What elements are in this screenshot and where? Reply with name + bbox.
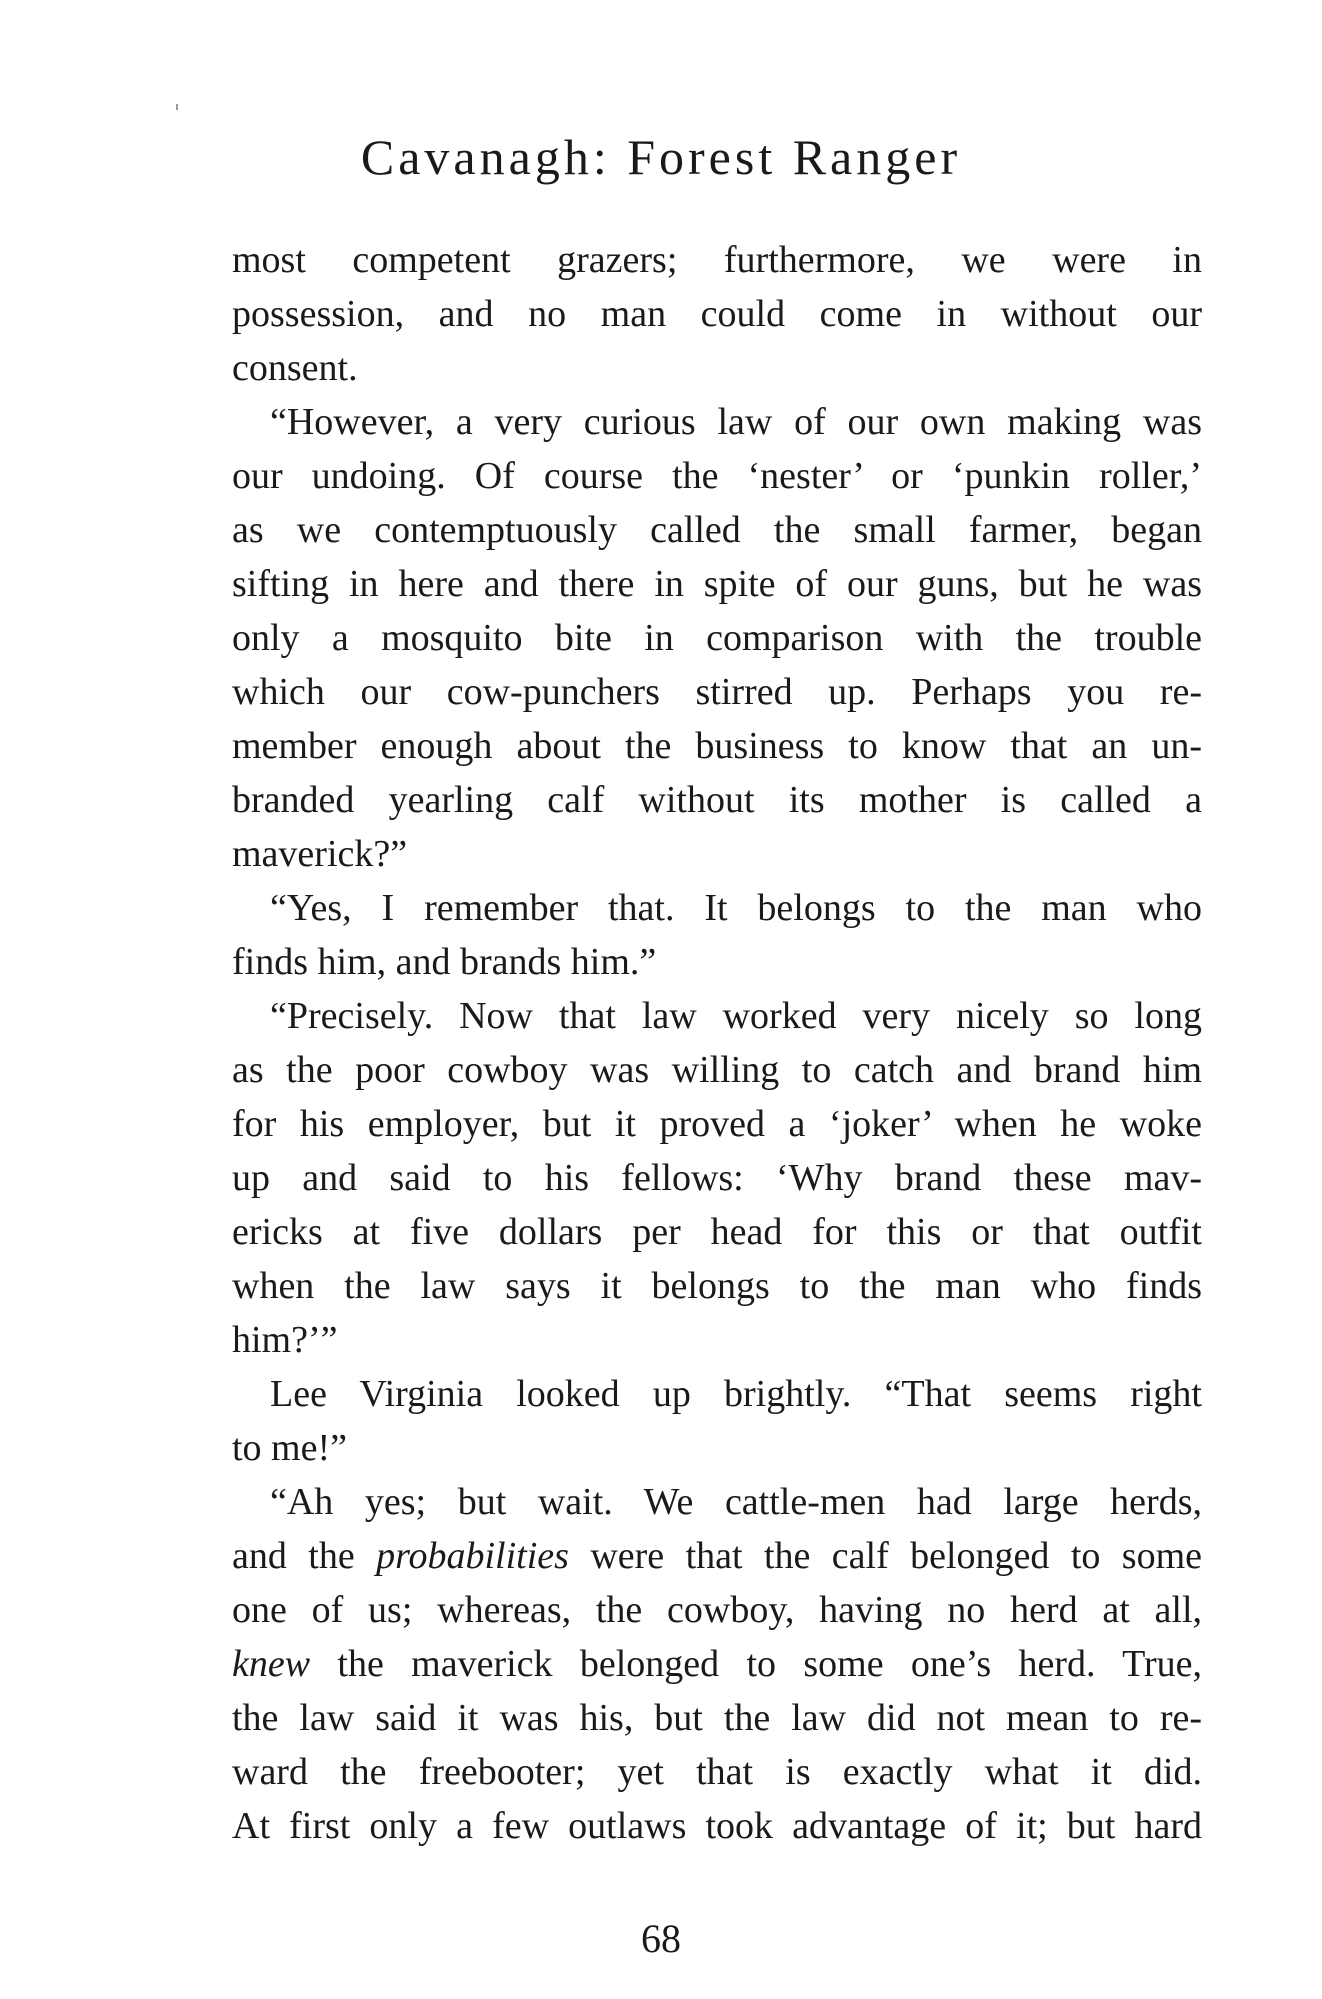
text-line: member enough about the business to know that an un- <box>232 725 1202 767</box>
text-line: “Precisely. Now that law worked very nicely so long <box>270 995 1202 1037</box>
text-line: sifting in here and there in spite of our guns, but he was <box>232 563 1202 605</box>
text-line <box>232 1637 1202 1691</box>
text-line: consent. <box>232 347 358 389</box>
text-line: possession, and no man could come in without our <box>232 293 1202 335</box>
text-segment: the maverick belonged to some one’s herd. True, <box>310 1643 1202 1685</box>
text-line: for his employer, but it proved a ‘joker’ when he woke <box>232 1103 1202 1145</box>
text-line <box>232 1529 1202 1583</box>
text-line: “Yes, I remember that. It belongs to the man who <box>270 887 1202 929</box>
text-line: when the law says it belongs to the man who finds <box>232 1265 1202 1307</box>
text-line: branded yearling calf without its mother is called a <box>232 779 1202 821</box>
text-line: one of us; whereas, the cowboy, having no herd at all, <box>232 1589 1202 1631</box>
italic-word: probabilities <box>376 1535 569 1577</box>
italic-word: knew <box>232 1643 311 1685</box>
text-line: Lee Virginia looked up brightly. “That seems right <box>270 1373 1202 1415</box>
text-line: “However, a very curious law of our own making was <box>270 401 1202 443</box>
body-text <box>232 233 1202 1853</box>
text-line: up and said to his fellows: ‘Why brand these mav- <box>232 1157 1202 1199</box>
text-line: “Ah yes; but wait. We cattle-men had large herds, <box>270 1481 1202 1523</box>
text-line: only a mosquito bite in comparison with the trouble <box>232 617 1202 659</box>
text-line: as the poor cowboy was willing to catch and brand him <box>232 1049 1202 1091</box>
text-line: which our cow-punchers stirred up. Perhaps you re- <box>232 671 1202 713</box>
text-line: ward the freebooter; yet that is exactly what it did. <box>232 1751 1202 1793</box>
text-segment: were that the calf belonged to some <box>568 1535 1202 1577</box>
text-line: ericks at five dollars per head for this or that outfit <box>232 1211 1202 1253</box>
text-line: him?’” <box>232 1319 338 1361</box>
text-line: finds him, and brands him.” <box>232 941 657 983</box>
text-line: as we contemptuously called the small farmer, began <box>232 509 1202 551</box>
page-number: 68 <box>641 1916 681 1961</box>
text-line: our undoing. Of course the ‘nester’ or ‘punkin roller,’ <box>232 455 1202 497</box>
text-segment: and the <box>232 1535 377 1577</box>
text-line: the law said it was his, but the law did not mean to re- <box>232 1697 1202 1739</box>
scan-speck <box>176 104 178 110</box>
text-line: most competent grazers; furthermore, we were in <box>232 239 1202 281</box>
text-line: to me!” <box>232 1427 348 1469</box>
text-line: maverick?” <box>232 833 408 875</box>
text-line: At first only a few outlaws took advantage of it; but hard <box>232 1805 1202 1847</box>
running-head: Cavanagh: Forest Ranger <box>360 129 962 185</box>
